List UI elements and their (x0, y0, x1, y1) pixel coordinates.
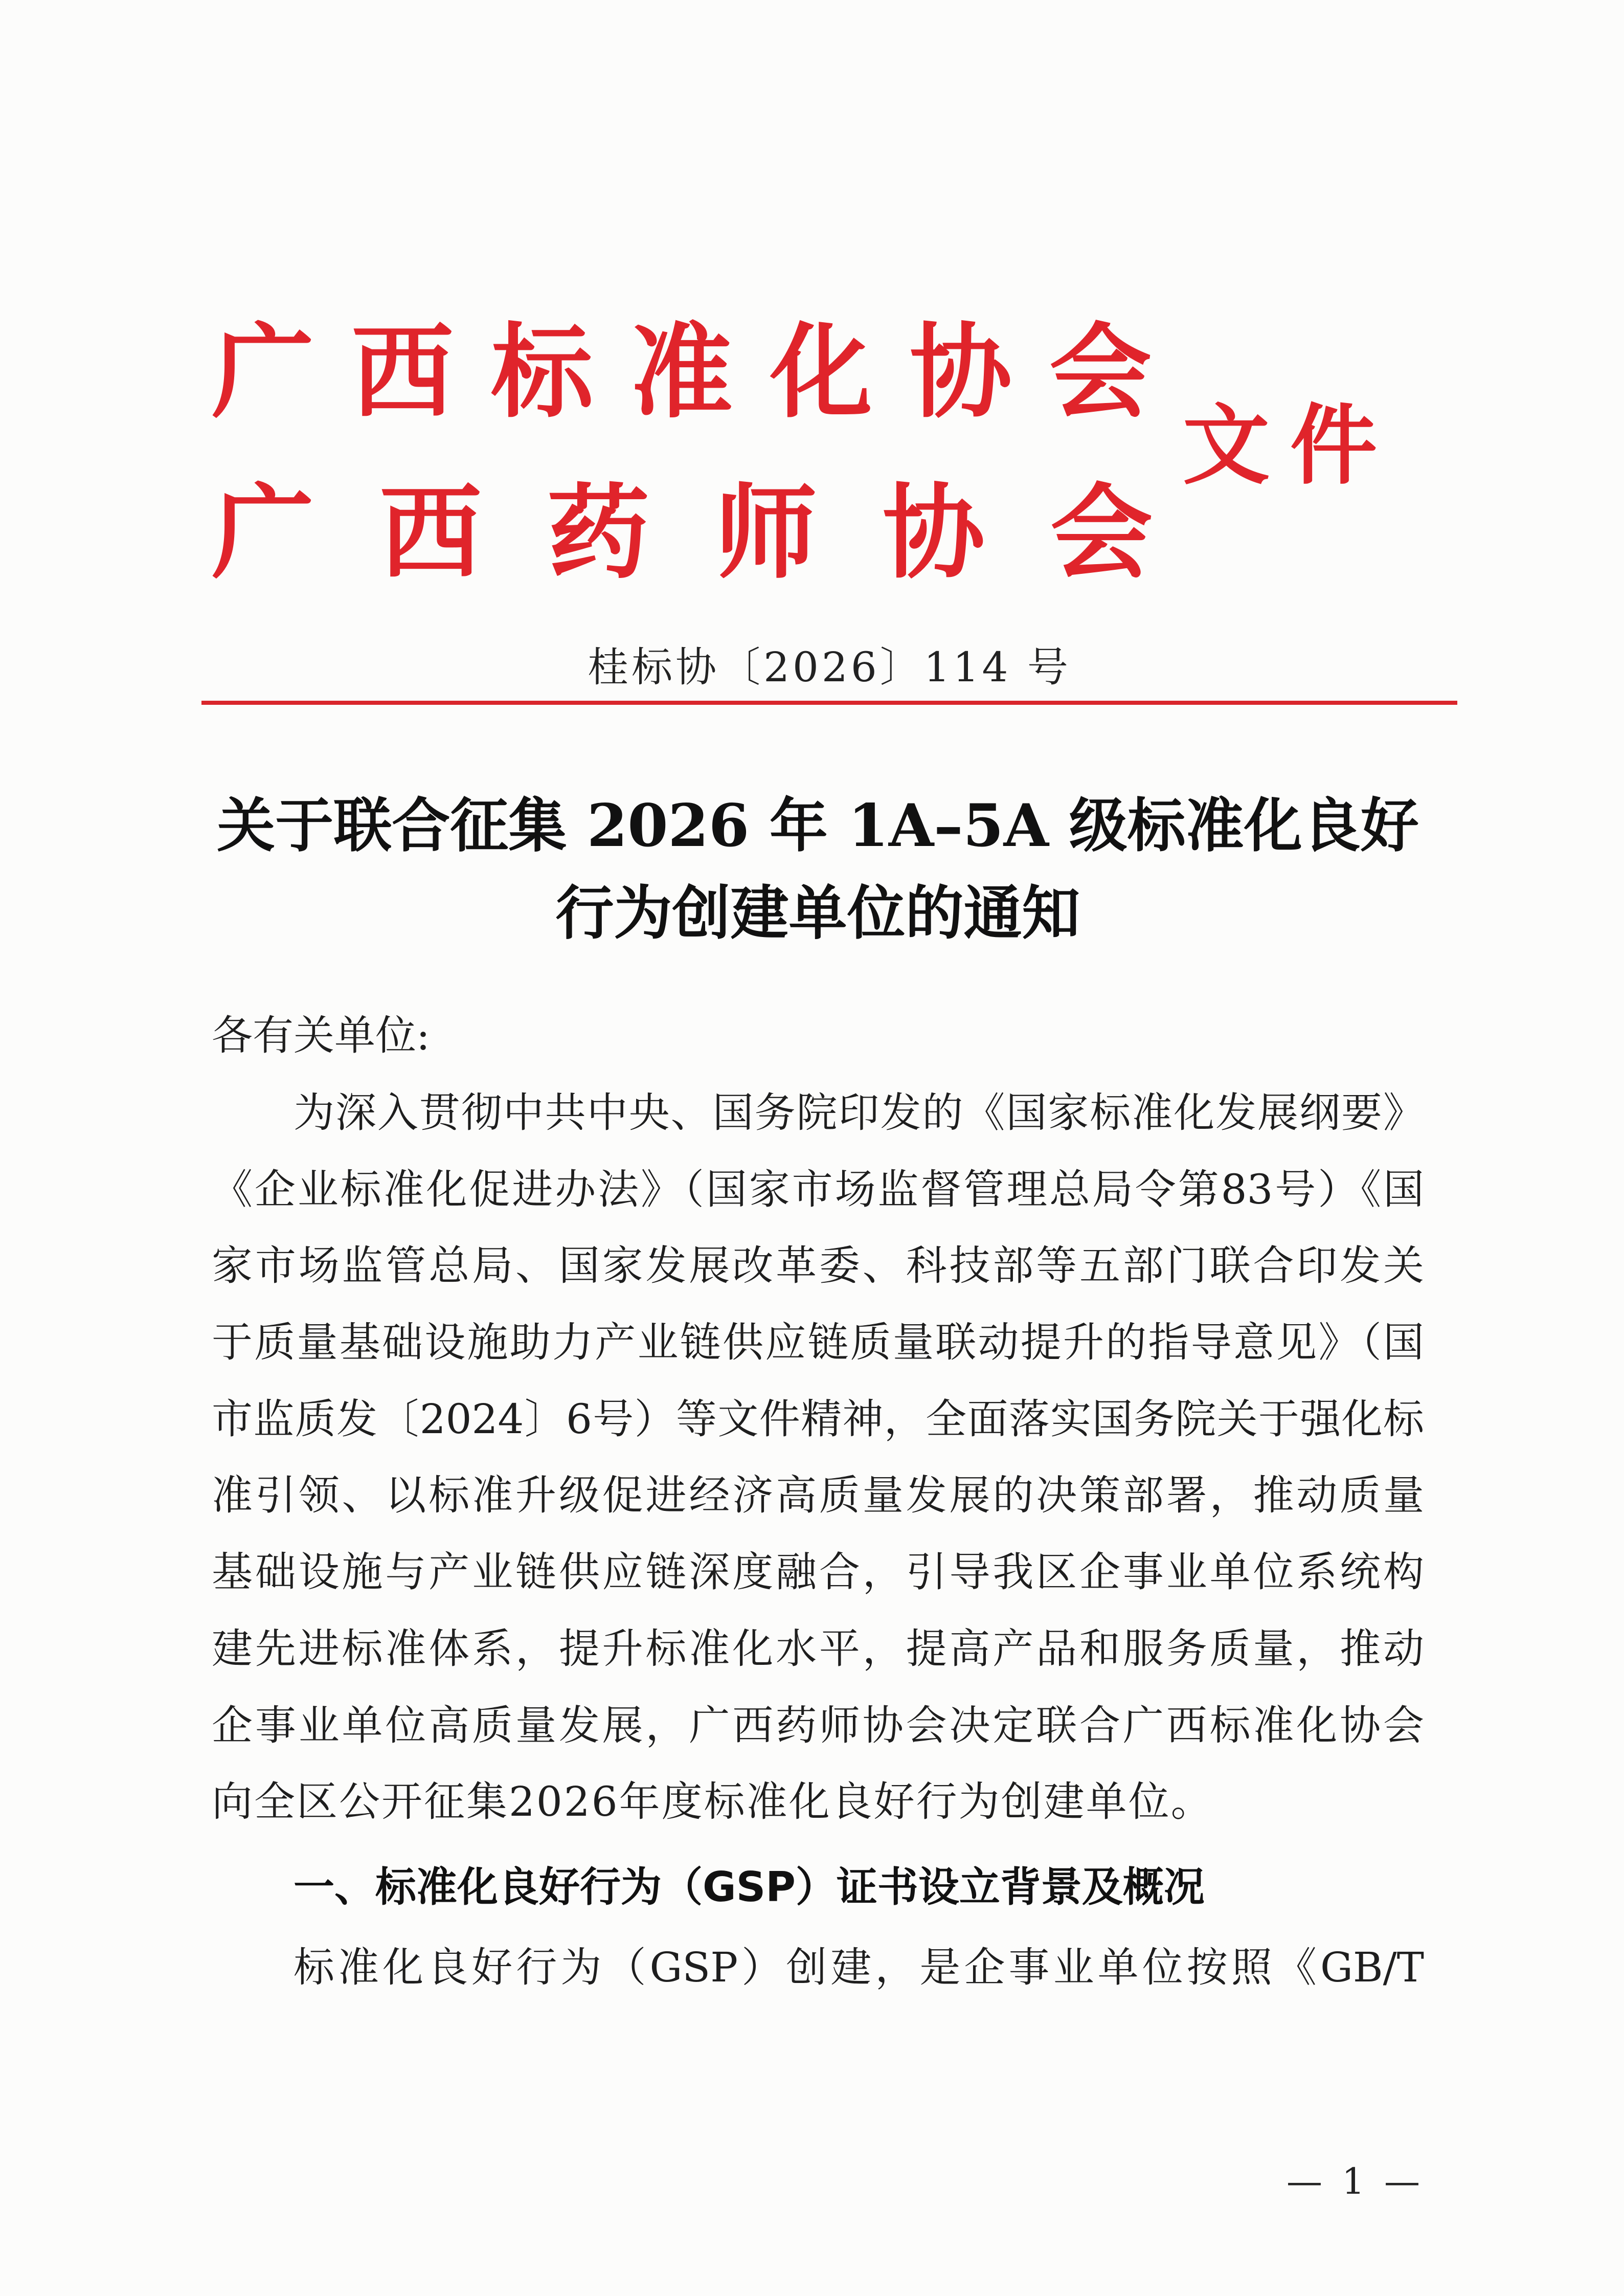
body-paragraph (212, 1075, 1424, 1840)
page-number: — 1 — (1286, 2160, 1424, 2202)
body-line: 企事业单位高质量发展，广西药师协会决定联合广西标准化协会 (212, 1701, 1424, 1749)
body-line: 家市场监管总局、国家发展改革委、科技部等五部门联合印发关 (212, 1242, 1424, 1290)
section-heading: 一、标准化良好行为（GSP）证书设立背景及概况 (294, 1863, 1205, 1911)
title-line-2: 行为创建单位的通知 (555, 879, 1080, 947)
body-line: 市监质发〔2024〕6号）等文件精神，全面落实国务院关于强化标 (212, 1395, 1424, 1443)
title-line-1: 关于联合征集 2026 年 1A–5A 级标准化良好 (217, 791, 1419, 860)
document-number: 桂标协〔2026〕114 号 (588, 643, 1071, 691)
red-divider (201, 701, 1457, 705)
masthead-suffix: 文件 (1183, 394, 1398, 497)
body-line: 建先进标准体系，提升标准化水平，提高产品和服务质量，推动 (212, 1624, 1424, 1673)
body-line: 基础设施与产业链供应链深度融合，引导我区企事业单位系统构 (212, 1548, 1424, 1596)
body-line: 为深入贯彻中共中央、国务院印发的《国家标准化发展纲要》 (294, 1089, 1424, 1136)
body-line: 向全区公开征集2026年度标准化良好行为创建单位。 (212, 1778, 1213, 1826)
masthead-org-2: 广西药师协会 (212, 473, 1219, 593)
masthead-org-1: 广西标准化协会 (212, 312, 1189, 432)
body-line: 《企业标准化促进办法》（国家市场监督管理总局令第83号）《国 (212, 1165, 1424, 1213)
salutation: 各有关单位: (212, 1012, 430, 1059)
section-body-line: 标准化良好行为（GSP）创建，是企事业单位按照《GB/T (294, 1944, 1424, 1991)
body-line: 于质量基础设施助力产业链供应链质量联动提升的指导意见》（国 (212, 1319, 1424, 1367)
body-line: 准引领、以标准升级促进经济高质量发展的决策部署，推动质量 (212, 1472, 1424, 1520)
